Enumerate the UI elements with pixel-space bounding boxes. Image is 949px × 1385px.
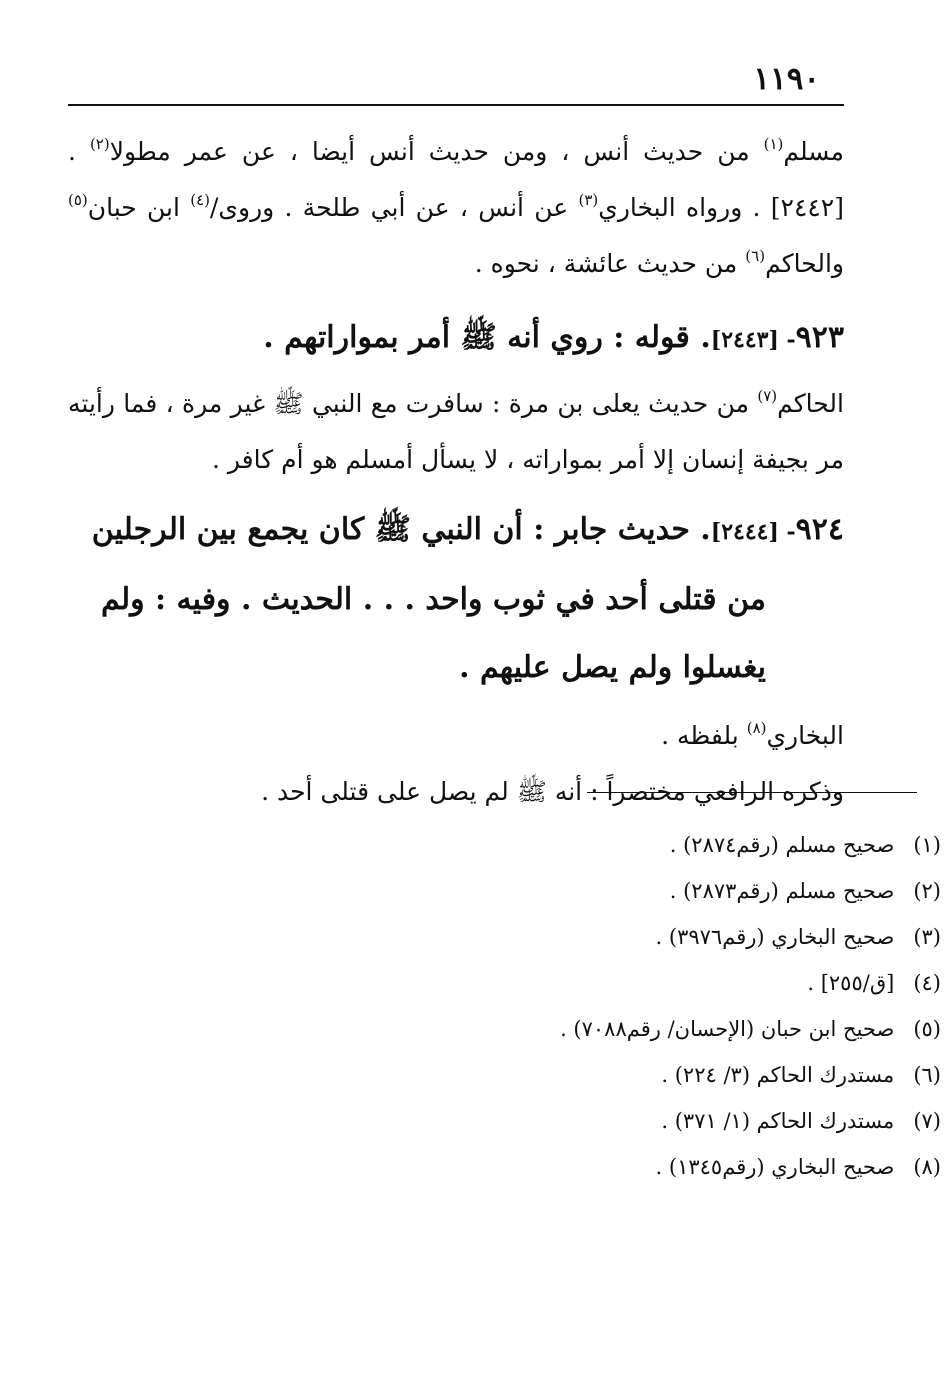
footnote-item [181, 868, 941, 914]
footnote-item [181, 914, 941, 960]
hadith-heading-line-3: يغسلوا ولم يصل عليهم . [459, 650, 766, 685]
text-segment: مسلم [783, 137, 844, 166]
footnote-marker: (١) [763, 135, 784, 153]
text-segment: ابن حبان [87, 193, 191, 222]
book-page [68, 58, 844, 820]
footnote-marker: (٥) [68, 191, 88, 209]
hadith-number: ٩٢٤ [795, 512, 844, 547]
footnote-text: مستدرك الحاكم (٣/ ٢٢٤) . [661, 1063, 895, 1087]
footnote-text: [ق/٢٥٥] . [807, 971, 895, 995]
footnote-item [181, 960, 941, 1006]
footnote-marker: (٦) [745, 247, 766, 265]
footnote-text: صحيح مسلم (رقم٢٨٧٤) . [669, 833, 895, 857]
footnote-number: (١) [913, 833, 941, 857]
footnote-item [181, 1006, 941, 1052]
footnote-separator [587, 792, 917, 793]
hadith-heading-text: . حديث جابر : أن النبي ﷺ كان يجمع بين الرجلين [91, 512, 711, 547]
page-header [68, 58, 844, 106]
hadith-number: ٩٢٣ [795, 320, 844, 355]
paragraph-1 [68, 124, 844, 292]
footnote-marker: (٤) [190, 191, 210, 209]
footnote-item [181, 1098, 941, 1144]
footnote-number: (٤) [913, 971, 941, 995]
footnote-text: صحيح البخاري (رقم٣٩٧٦) . [655, 925, 895, 949]
footnote-number: (٣) [913, 925, 941, 949]
footnote-number: (٦) [913, 1063, 941, 1087]
footnote-text: صحيح ابن حبان (الإحسان/ رقم٧٠٨٨) . [560, 1017, 895, 1041]
hadith-heading-text: . قوله : روي أنه ﷺ أمر بمواراتهم . [263, 320, 711, 355]
paragraph-4: وذكره الرافعي مختصراً : أنه ﷺ لم يصل على قتلى أحد . [261, 777, 844, 806]
text-segment: والحاكم [765, 249, 844, 278]
footnote-number: (٨) [913, 1155, 941, 1179]
hadith-heading-924 [68, 496, 844, 702]
text-segment: من حديث عائشة ، نحوه . [474, 249, 746, 278]
footnote-item [181, 1144, 941, 1190]
hadith-reference: - [٢٤٤٤] [710, 519, 796, 545]
text-segment: . [٢٤٤٢] . ورواه البخاري [68, 137, 844, 222]
footnote-text: مستدرك الحاكم (١/ ٣٧١) . [661, 1109, 895, 1133]
page-number: ١١٩٠ [753, 61, 820, 97]
footnote-marker: (٢) [89, 135, 110, 153]
paragraph-3 [68, 708, 844, 764]
text-segment: عن أنس ، عن أبي طلحة . وروى/ [210, 193, 579, 222]
footnote-text: صحيح البخاري (رقم١٣٤٥) . [655, 1155, 895, 1179]
text-segment: بلفظه . [661, 721, 747, 750]
text-segment: من حديث يعلى بن مرة : سافرت مع النبي ﷺ غير مرة ، فما رأيته مر بجيفة إنسان إلا أمر بمواراته ، لا يسأل أمسلم هو أم كافر . [68, 389, 844, 474]
text-segment: البخاري [766, 721, 844, 750]
footnote-marker: (٧) [757, 387, 778, 405]
footnote-item [181, 822, 941, 868]
footnote-number: (٥) [913, 1017, 941, 1041]
hadith-heading-line-2: من قتلى أحد في ثوب واحد . . . الحديث . وفيه : ولم [101, 582, 766, 617]
hadith-reference: - [٢٤٤٣] [710, 327, 796, 353]
hadith-heading-923 [68, 302, 844, 376]
footnote-number: (٧) [913, 1109, 941, 1133]
footnote-marker: (٣) [578, 191, 599, 209]
paragraph-2 [68, 376, 844, 488]
footnote-marker: (٨) [746, 719, 767, 737]
footnote-number: (٢) [913, 879, 941, 903]
text-segment: الحاكم [777, 389, 844, 418]
footnote-item [181, 1052, 941, 1098]
text-segment: من حديث أنس ، ومن حديث أنس أيضا ، عن عمر مطولا [109, 137, 764, 166]
footnote-text: صحيح مسلم (رقم٢٨٧٣) . [669, 879, 895, 903]
hadith-heading-line-1 [92, 512, 844, 547]
footnotes-list [181, 822, 941, 1190]
